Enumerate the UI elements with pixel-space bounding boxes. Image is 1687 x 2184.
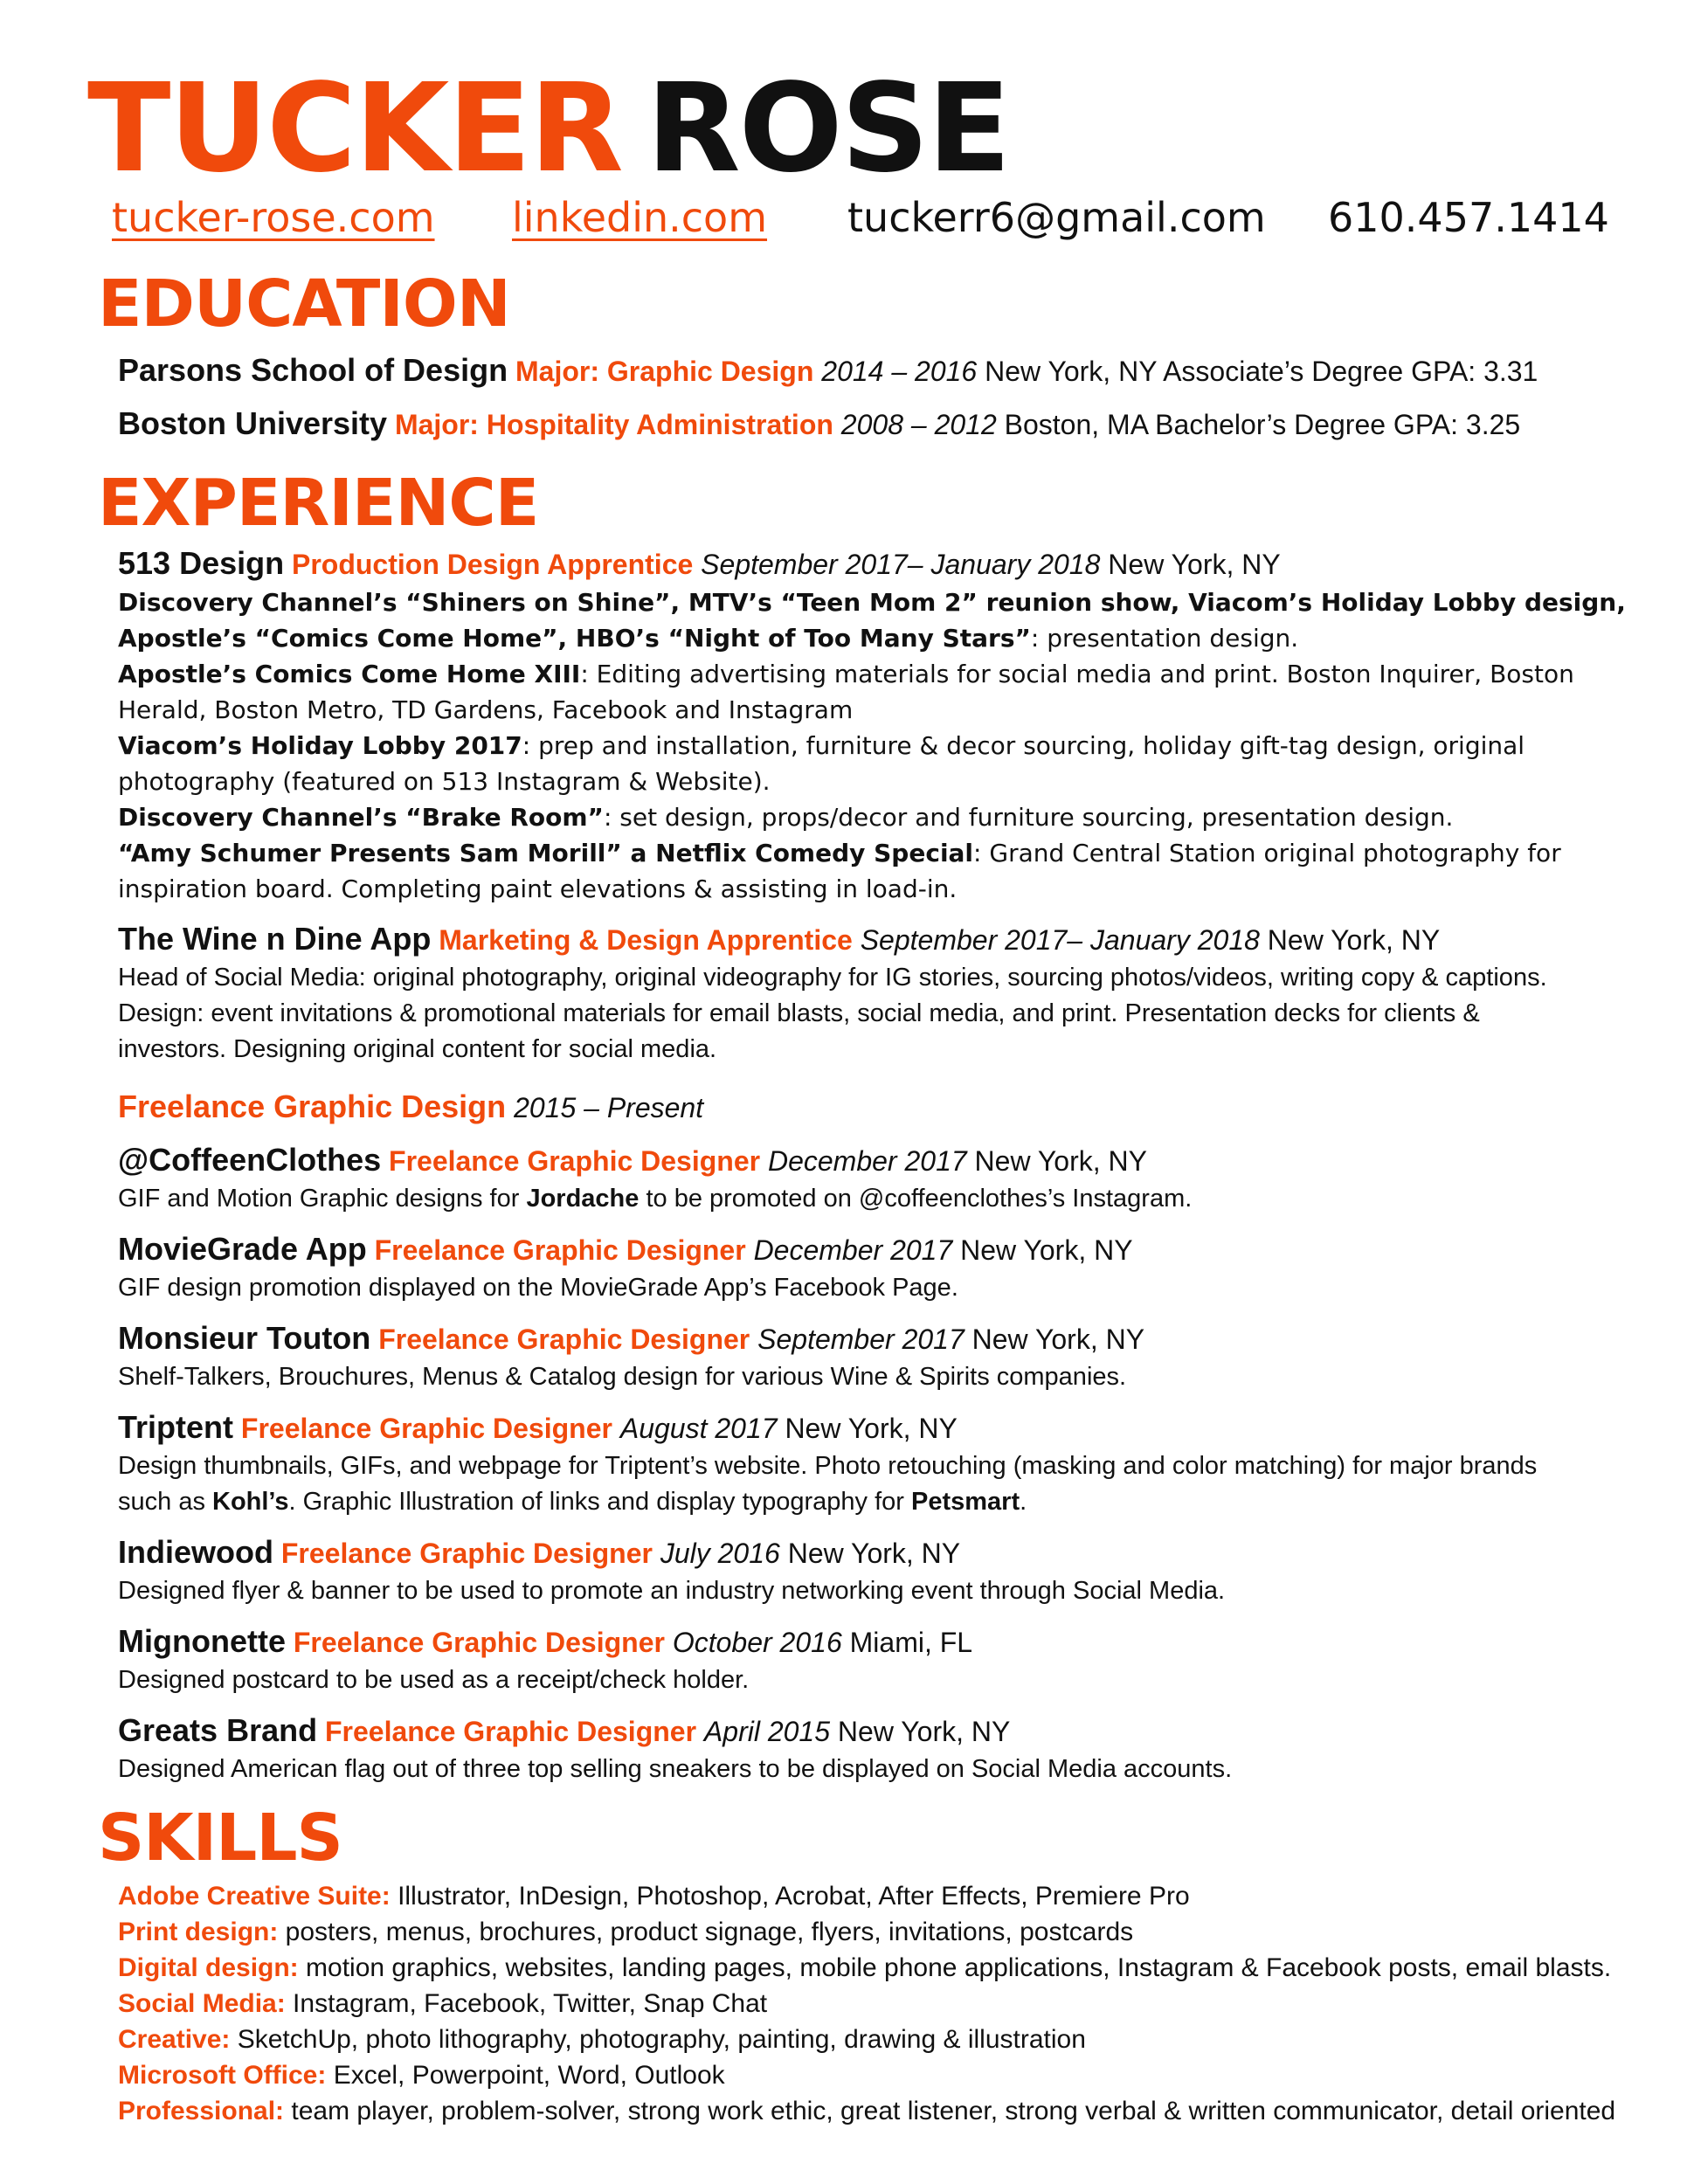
experience-entry-coffeenclothes bbox=[118, 1140, 1603, 1217]
description-line: Designed postcard to be used as a receipt/check holder. bbox=[118, 1666, 750, 1694]
description-line: Design: event invitations & promotional materials for email blasts, social media, and print. Presentation decks for clients & bbox=[118, 999, 1480, 1027]
entry-location: New York, NY bbox=[785, 1413, 958, 1444]
experience-entry-triptent bbox=[118, 1407, 1603, 1520]
experience-entry-513 bbox=[118, 543, 1626, 907]
company-name: @CoffeenClothes bbox=[118, 1142, 382, 1178]
company-name: MovieGrade App bbox=[118, 1231, 367, 1267]
description-line: Designed flyer & banner to be used to promote an industry networking event through Social Media. bbox=[118, 1577, 1226, 1605]
experience-entry-moviegrade bbox=[118, 1229, 1603, 1306]
entry-location: New York, NY bbox=[1108, 549, 1281, 580]
phone-text: 610.457.1414 bbox=[1328, 194, 1609, 241]
entry-header bbox=[118, 1229, 1603, 1270]
description-text: such as bbox=[118, 1488, 212, 1516]
client-name: Jordache bbox=[526, 1185, 640, 1213]
experience-entry-mignonette bbox=[118, 1621, 1603, 1698]
entry-dates: December 2017 bbox=[767, 1145, 967, 1177]
description-text: : Editing advertising materials for social media and print. Boston Inquirer, Boston bbox=[580, 660, 1574, 688]
description-line: inspiration board. Completing paint elevations & assisting in load-in. bbox=[118, 874, 958, 903]
freelance-heading bbox=[118, 1087, 1603, 1128]
major: Major: Hospitality Administration bbox=[394, 409, 833, 440]
client-name: Petsmart bbox=[911, 1488, 1020, 1516]
description-bold: Viacom’s Holiday Lobby 2017 bbox=[118, 731, 522, 760]
skill-text: team player, problem-solver, strong work ethic, great listener, strong verbal & written communicator, detail oriented bbox=[284, 2097, 1616, 2125]
description-text: : prep and installation, furniture & decor sourcing, holiday gift-tag design, original bbox=[522, 731, 1525, 760]
description-bold: Apostle’s Comics Come Home XIII bbox=[118, 660, 581, 688]
entry-dates: September 2017– January 2018 bbox=[701, 549, 1101, 580]
skill-item bbox=[118, 1878, 1603, 1914]
edu-details: New York, NY Associate’s Degree GPA: 3.31 bbox=[985, 356, 1538, 387]
entry-location: New York, NY bbox=[787, 1538, 961, 1569]
description-line: Head of Social Media: original photography, original videography for IG stories, sourcing photos/videos, writing copy & captions. bbox=[118, 964, 1547, 992]
entry-location: New York, NY bbox=[1267, 924, 1441, 956]
skill-text: motion graphics, websites, landing pages, mobile phone applications, Instagram & Facebook posts, email blasts. bbox=[298, 1953, 1612, 1982]
experience-entry-indiewood bbox=[118, 1532, 1603, 1609]
freelance-dates: 2015 – Present bbox=[514, 1092, 704, 1123]
entry-dates: December 2017 bbox=[753, 1234, 953, 1266]
entry-dates: October 2016 bbox=[672, 1627, 842, 1658]
company-name: Greats Brand bbox=[118, 1712, 318, 1748]
entry-dates: August 2017 bbox=[619, 1413, 778, 1444]
company-name: Triptent bbox=[118, 1409, 233, 1445]
description-line: Shelf-Talkers, Brouchures, Menus & Catalog design for various Wine & Spirits companies. bbox=[118, 1363, 1127, 1391]
role-title: Freelance Graphic Designer bbox=[324, 1716, 697, 1747]
company-name: Indiewood bbox=[118, 1534, 273, 1570]
entry-location: New York, NY bbox=[974, 1145, 1147, 1177]
description-line: investors. Designing original content for social media. bbox=[118, 1035, 717, 1063]
description-text: : presentation design. bbox=[1030, 624, 1299, 653]
school-name: Boston University bbox=[118, 405, 388, 441]
role-title: Freelance Graphic Designer bbox=[293, 1627, 665, 1658]
entry-dates: April 2015 bbox=[703, 1716, 831, 1747]
education-title: EDUCATION bbox=[98, 266, 510, 342]
company-name: 513 Design bbox=[118, 545, 285, 581]
entry-header bbox=[118, 1318, 1603, 1359]
skill-item bbox=[118, 1950, 1612, 1986]
skills-title: SKILLS bbox=[98, 1800, 342, 1876]
description-line: photography (featured on 513 Instagram & Website). bbox=[118, 767, 771, 796]
experience-list bbox=[118, 543, 1626, 1787]
description-line: Design thumbnails, GIFs, and webpage for Triptent’s website. Photo retouching (masking and color matching) for major brands bbox=[118, 1452, 1538, 1480]
name-heading bbox=[87, 58, 1010, 200]
experience-title: EXPERIENCE bbox=[98, 466, 539, 541]
first-name: TUCKER bbox=[87, 58, 622, 200]
role-title: Production Design Apprentice bbox=[291, 549, 694, 580]
skills-list bbox=[118, 1878, 1616, 2129]
company-name: Monsieur Touton bbox=[118, 1320, 371, 1356]
skill-item bbox=[118, 1914, 1603, 1950]
entry-header bbox=[118, 919, 1603, 960]
description-line: Herald, Boston Metro, TD Gardens, Facebook and Instagram bbox=[118, 695, 854, 724]
role-title: Marketing & Design Apprentice bbox=[439, 924, 853, 956]
entry-dates: September 2017 bbox=[757, 1324, 964, 1355]
education-item bbox=[118, 397, 1603, 451]
linkedin-link[interactable]: linkedin.com bbox=[512, 194, 768, 241]
entry-header bbox=[118, 1140, 1603, 1181]
company-name: The Wine n Dine App bbox=[118, 921, 432, 957]
description-text: : Grand Central Station original photography for bbox=[973, 839, 1561, 867]
contact-bar bbox=[112, 194, 1614, 255]
role-title: Freelance Graphic Designer bbox=[240, 1413, 612, 1444]
experience-entry-wine-n-dine bbox=[118, 919, 1603, 1068]
skill-text: SketchUp, photo lithography, photography, painting, drawing & illustration bbox=[230, 2025, 1086, 2054]
skill-label: Adobe Creative Suite: bbox=[118, 1882, 391, 1911]
entry-header bbox=[118, 543, 1603, 584]
major: Major: Graphic Design bbox=[515, 356, 814, 387]
education-list bbox=[118, 344, 1603, 451]
role-title: Freelance Graphic Designer bbox=[280, 1538, 653, 1569]
description-text: . bbox=[1020, 1488, 1027, 1516]
entry-header bbox=[118, 1621, 1603, 1662]
skill-item bbox=[118, 2057, 1603, 2093]
description-bold: Discovery Channel’s “Brake Room” bbox=[118, 803, 604, 832]
entry-location: New York, NY bbox=[960, 1234, 1133, 1266]
role-title: Freelance Graphic Designer bbox=[374, 1234, 746, 1266]
edu-dates: 2008 – 2012 bbox=[840, 409, 997, 440]
skill-label: Microsoft Office: bbox=[118, 2061, 327, 2090]
skill-text: Illustrator, InDesign, Photoshop, Acrobat, After Effects, Premiere Pro bbox=[390, 1882, 1190, 1911]
education-item bbox=[118, 344, 1603, 397]
role-title: Freelance Graphic Designer bbox=[389, 1145, 761, 1177]
entry-location: Miami, FL bbox=[849, 1627, 973, 1658]
skill-label: Creative: bbox=[118, 2025, 231, 2054]
entry-header bbox=[118, 1711, 1603, 1752]
company-name: Mignonette bbox=[118, 1623, 286, 1659]
freelance-title: Freelance Graphic Design bbox=[118, 1089, 507, 1124]
entry-dates: July 2016 bbox=[660, 1538, 780, 1569]
description-line: Discovery Channel’s “Shiners on Shine”, MTV’s “Teen Mom 2” reunion show, Viacom’s Holiday Lobby design, bbox=[118, 588, 1626, 617]
client-name: Kohl’s bbox=[212, 1488, 289, 1516]
edu-details: Boston, MA Bachelor’s Degree GPA: 3.25 bbox=[1004, 409, 1521, 440]
skill-label: Print design: bbox=[118, 1918, 279, 1946]
experience-entry-greats-brand bbox=[118, 1711, 1603, 1787]
skill-text: Excel, Powerpoint, Word, Outlook bbox=[326, 2061, 725, 2090]
email-text: tuckerr6@gmail.com bbox=[847, 194, 1266, 241]
entry-location: New York, NY bbox=[837, 1716, 1011, 1747]
skill-text: posters, menus, brochures, product signage, flyers, invitations, postcards bbox=[278, 1918, 1134, 1946]
skill-item bbox=[118, 2093, 1616, 2129]
skill-text: Instagram, Facebook, Twitter, Snap Chat bbox=[285, 1989, 768, 2018]
entry-location: New York, NY bbox=[971, 1324, 1145, 1355]
description-line: Designed American flag out of three top selling sneakers to be displayed on Social Media accounts. bbox=[118, 1755, 1233, 1783]
resume-content bbox=[0, 264, 1687, 2129]
skill-label: Social Media: bbox=[118, 1989, 286, 2018]
experience-entry-monsieur-touton bbox=[118, 1318, 1603, 1395]
description-line: GIF design promotion displayed on the MovieGrade App’s Facebook Page. bbox=[118, 1274, 958, 1302]
description-text: to be promoted on @coffeenclothes’s Instagram. bbox=[639, 1185, 1193, 1213]
entry-header bbox=[118, 1407, 1603, 1448]
description-text: . Graphic Illustration of links and display typography for bbox=[288, 1488, 912, 1516]
school-name: Parsons School of Design bbox=[118, 352, 508, 388]
skill-label: Professional: bbox=[118, 2097, 285, 2125]
description-bold: Apostle’s “Comics Come Home”, HBO’s “Night of Too Many Stars” bbox=[118, 624, 1031, 653]
last-name: ROSE bbox=[646, 58, 1010, 200]
role-title: Freelance Graphic Designer bbox=[378, 1324, 750, 1355]
website-link[interactable]: tucker-rose.com bbox=[112, 194, 435, 241]
skill-label: Digital design: bbox=[118, 1953, 299, 1982]
entry-dates: September 2017– January 2018 bbox=[860, 924, 1260, 956]
skill-item bbox=[118, 2022, 1603, 2057]
edu-dates: 2014 – 2016 bbox=[821, 356, 978, 387]
entry-header bbox=[118, 1532, 1603, 1573]
description-text: GIF and Motion Graphic designs for bbox=[118, 1185, 527, 1213]
description-text: : set design, props/decor and furniture sourcing, presentation design. bbox=[603, 803, 1454, 832]
description-bold: “Amy Schumer Presents Sam Morill” a Netflix Comedy Special bbox=[118, 839, 974, 867]
skill-item bbox=[118, 1986, 1603, 2022]
